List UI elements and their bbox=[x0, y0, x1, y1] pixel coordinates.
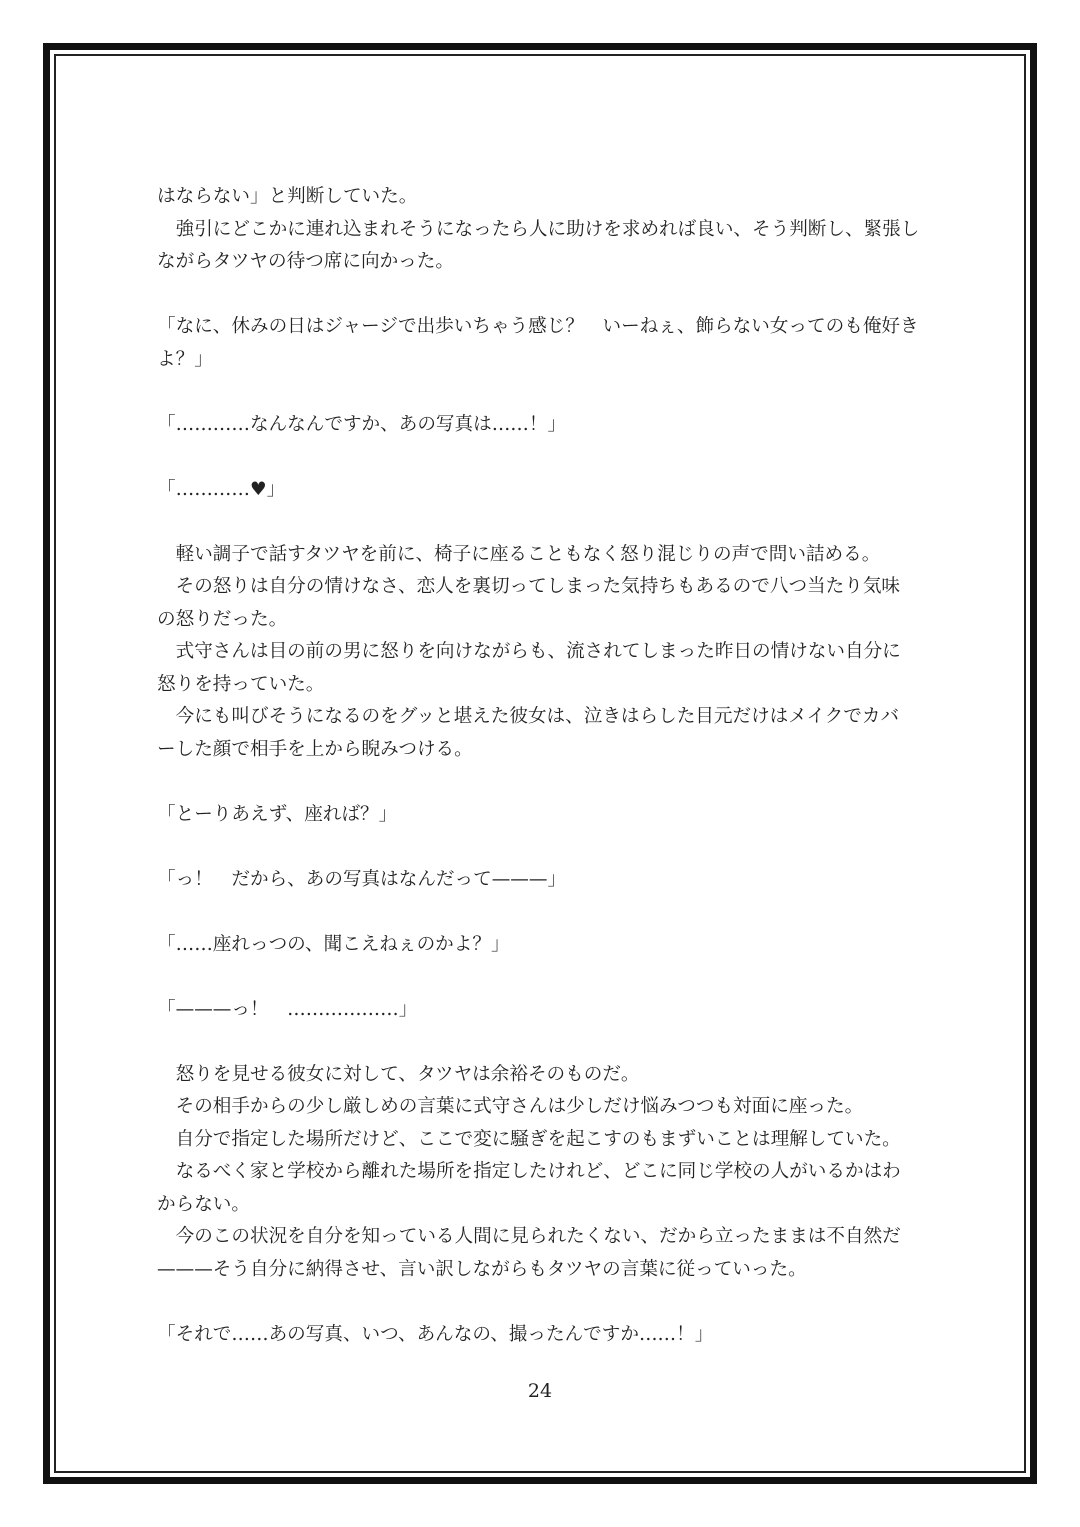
text-line: よ？」 bbox=[157, 348, 213, 370]
text-line: 「———っ！ ………………」 bbox=[157, 998, 418, 1020]
text-line: からない。 bbox=[157, 1193, 250, 1215]
text-line: 「っ！ だから、あの写真はなんだって———」 bbox=[157, 868, 567, 890]
text-line: 「…………♥」 bbox=[157, 478, 286, 500]
text-line: ———そう自分に納得させ、言い訳しながらもタツヤの言葉に従っていった。 bbox=[157, 1258, 807, 1280]
text-line: 式守さんは目の前の男に怒りを向けながらも、流されてしまった昨日の情けない自分に bbox=[157, 641, 901, 662]
text-line: 今にも叫びそうになるのをグッと堪えた彼女は、泣きはらした目元だけはメイクでカバ bbox=[157, 706, 900, 727]
text-line: 今のこの状況を自分を知っている人間に見られたくない、だから立ったままは不自然だ bbox=[157, 1226, 901, 1247]
text-line: 「なに、休みの日はジャージで出歩いちゃう感じ？ いーねぇ、飾らない女ってのも俺好き bbox=[157, 316, 919, 337]
blank-line bbox=[157, 1289, 937, 1322]
text-line: 「…………なんなんですか、あの写真は……！」 bbox=[157, 413, 567, 435]
blank-line bbox=[157, 509, 937, 542]
text-line: なるべく家と学校から離れた場所を指定したけれど、どこに同じ学校の人がいるかはわ bbox=[157, 1161, 901, 1182]
blank-line bbox=[157, 964, 937, 997]
text-line: 自分で指定した場所だけど、ここで変に騒ぎを起こすのもまずいことは理解していた。 bbox=[157, 1128, 901, 1150]
body-text bbox=[157, 184, 937, 1354]
blank-line bbox=[157, 1029, 937, 1062]
blank-line bbox=[157, 769, 937, 802]
text-line: はならない」と判断していた。 bbox=[157, 186, 418, 207]
page-number: 24 bbox=[527, 1380, 553, 1402]
text-line: 「とーりあえず、座れば？」 bbox=[157, 803, 398, 825]
text-line: 怒りを持っていた。 bbox=[157, 673, 325, 695]
text-line: 「それで……あの写真、いつ、あんなの、撮ったんですか……！」 bbox=[157, 1323, 714, 1345]
blank-line bbox=[157, 444, 937, 477]
blank-line bbox=[157, 282, 937, 315]
text-line: ーした顔で相手を上から睨みつける。 bbox=[157, 738, 473, 760]
blank-line bbox=[157, 834, 937, 867]
text-line: 「……座れっつの、聞こえねぇのかよ？」 bbox=[157, 933, 510, 955]
text-line: その相手からの少し厳しめの言葉に式守さんは少しだけ悩みつつも対面に座った。 bbox=[157, 1096, 864, 1117]
text-line: ながらタツヤの待つ席に向かった。 bbox=[157, 251, 454, 272]
text-line: 強引にどこかに連れ込まれそうになったら人に助けを求めれば良い、そう判断し、緊張し bbox=[157, 218, 920, 240]
text-line: その怒りは自分の情けなさ、恋人を裏切ってしまった気持ちもあるので八つ当たり気味 bbox=[157, 576, 901, 597]
text-line: 軽い調子で話すタツヤを前に、椅子に座ることもなく怒り混じりの声で問い詰める。 bbox=[157, 543, 881, 565]
blank-line bbox=[157, 379, 937, 412]
text-line: の怒りだった。 bbox=[157, 608, 288, 630]
text-line: 怒りを見せる彼女に対して、タツヤは余裕そのものだ。 bbox=[157, 1063, 640, 1085]
blank-line bbox=[157, 899, 937, 932]
